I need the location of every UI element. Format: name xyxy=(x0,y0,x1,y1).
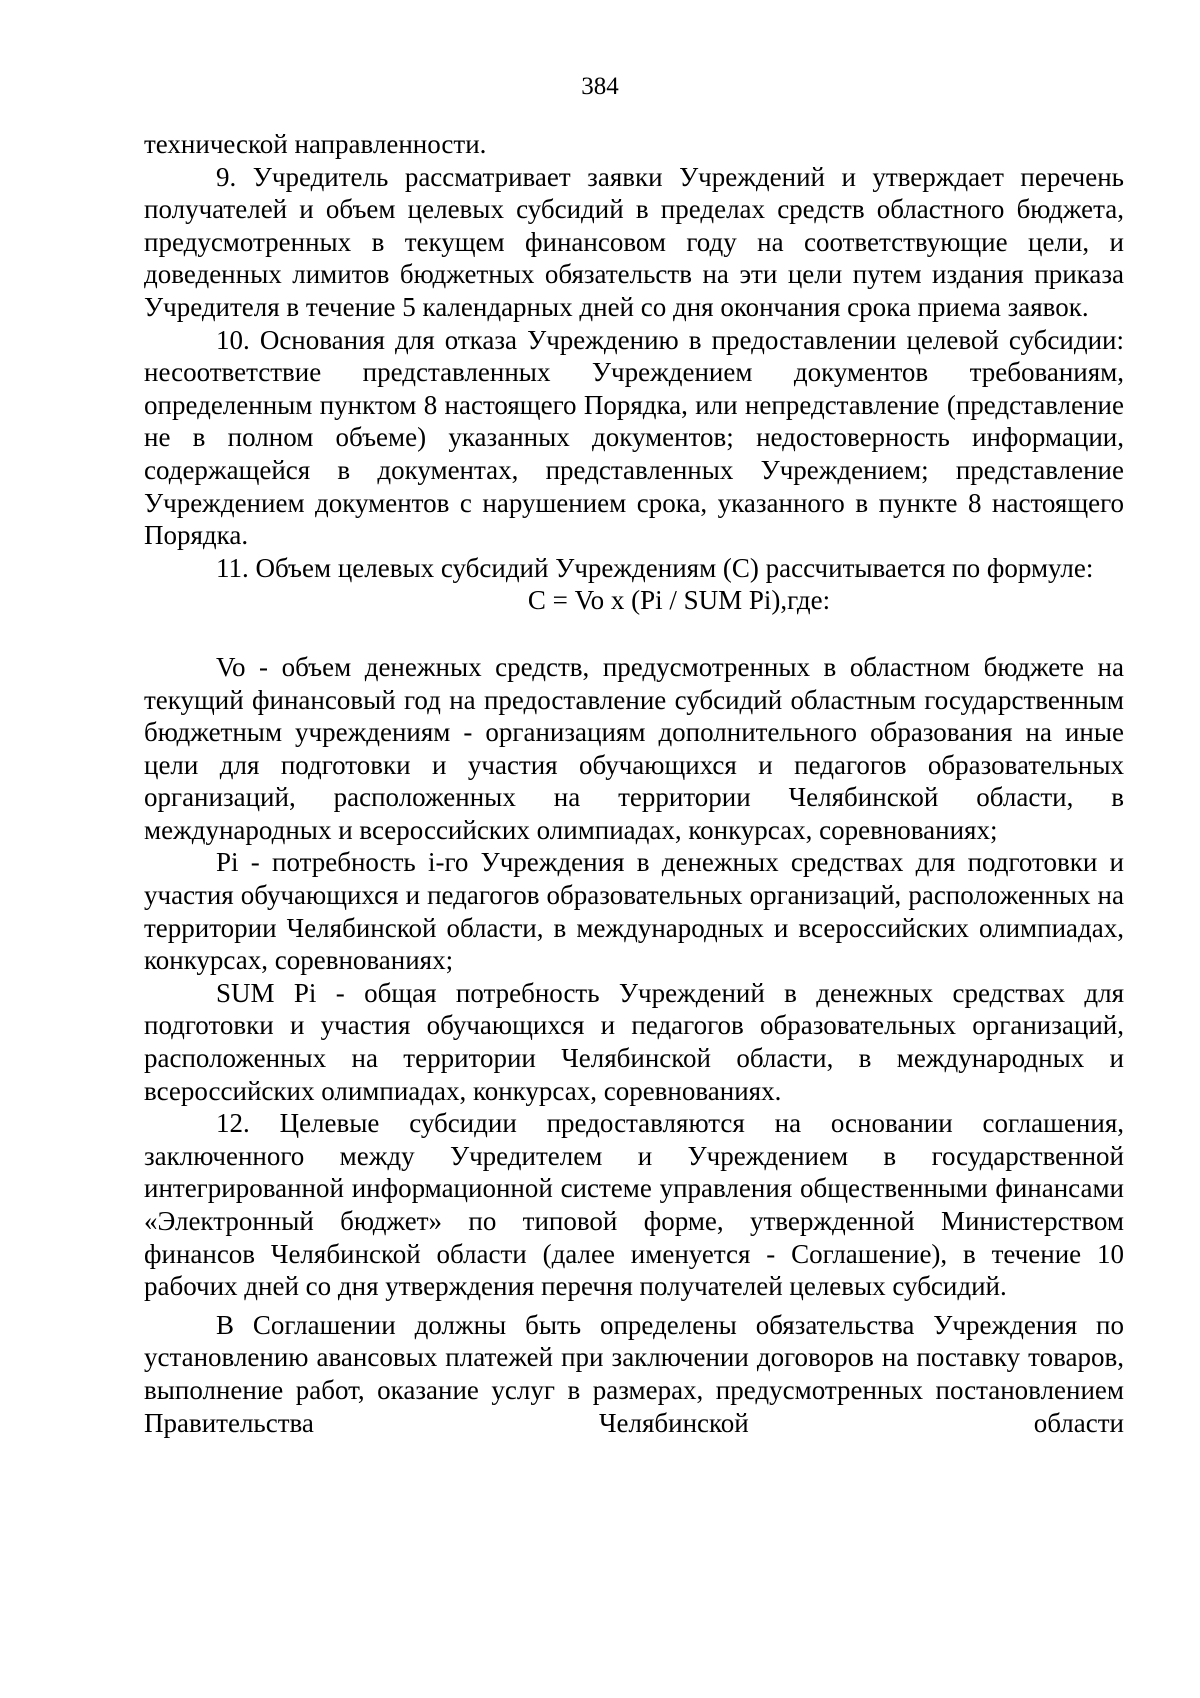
spacer xyxy=(144,617,1124,651)
paragraph-item-11: 11. Объем целевых субсидий Учреждениям (С) рассчитывается по формуле: xyxy=(216,552,1094,583)
paragraph-item-10: 10. Основания для отказа Учреждению в предоставлении целевой субсидии: несоответствие представленных Учреждением документов требованиям, определенным пунктом 8 настоящего Порядка, или непредставление (представление не в полном объеме) указанных документов; недостоверность информации, содержащейся в документах, представленных Учреждением; представление Учреждением документов с нарушением срока, указанного в пункте 8 настоящего Порядка. xyxy=(144,324,1124,551)
page-number: 384 xyxy=(581,73,619,100)
paragraph-continuation: технической направленности. xyxy=(144,129,487,159)
paragraph-agreement-obligations: В Соглашении должны быть определены обязательства Учреждения по установлению авансовых платежей при заключении договоров на поставку товаров, выполнение работ, оказание услуг в размерах, предусмотренных постановлением Правительства Челябинской области xyxy=(144,1309,1124,1438)
definition-vo: Vo - объем денежных средств, предусмотренных в областном бюджете на текущий финансовый год на предоставление субсидий областным государственным бюджетным учреждениям - организациям дополнительного образования на иные цели для подготовки и участия обучающихся и педагогов образовательных организаций, расположенных на территории Челябинской области, в международных и всероссийских олимпиадах, конкурсах, соревнованиях; xyxy=(144,651,1124,845)
paragraph-item-12: 12. Целевые субсидии предоставляются на основании соглашения, заключенного между Учредителем и Учреждением в государственной интегрированной информационной системе управления общественными финансами «Электронный бюджет» по типовой форме, утвержденной Министерством финансов Челябинской области (далее именуется - Соглашение), в течение 10 рабочих дней со дня утверждения перечня получателей целевых субсидий. xyxy=(144,1108,1124,1302)
document-body xyxy=(144,128,1124,1439)
definition-pi: Pi - потребность i-го Учреждения в денежных средствах для подготовки и участия обучающихся и педагогов образовательных организаций, расположенных на территории Челябинской области, в международных и всероссийских олимпиадах, конкурсах, соревнованиях; xyxy=(144,847,1124,976)
definition-sum-pi: SUM Pi - общая потребность Учреждений в денежных средствах для подготовки и участия обучающихся и педагогов образовательных организаций, расположенных на территории Челябинской области, в международных и всероссийских олимпиадах, конкурсах, соревнованиях. xyxy=(144,977,1124,1106)
formula: С = Vo x (Pi / SUM Pi),где: xyxy=(527,585,831,616)
paragraph-item-9: 9. Учредитель рассматривает заявки Учреждений и утверждает перечень получателей и объем целевых субсидий в пределах средств областного бюджета, предусмотренных в текущем финансовом году на соответствующие цели, и доведенных лимитов бюджетных обязательств на эти цели путем издания приказа Учредителя в течение 5 календарных дней со дня окончания срока приема заявок. xyxy=(144,161,1124,322)
